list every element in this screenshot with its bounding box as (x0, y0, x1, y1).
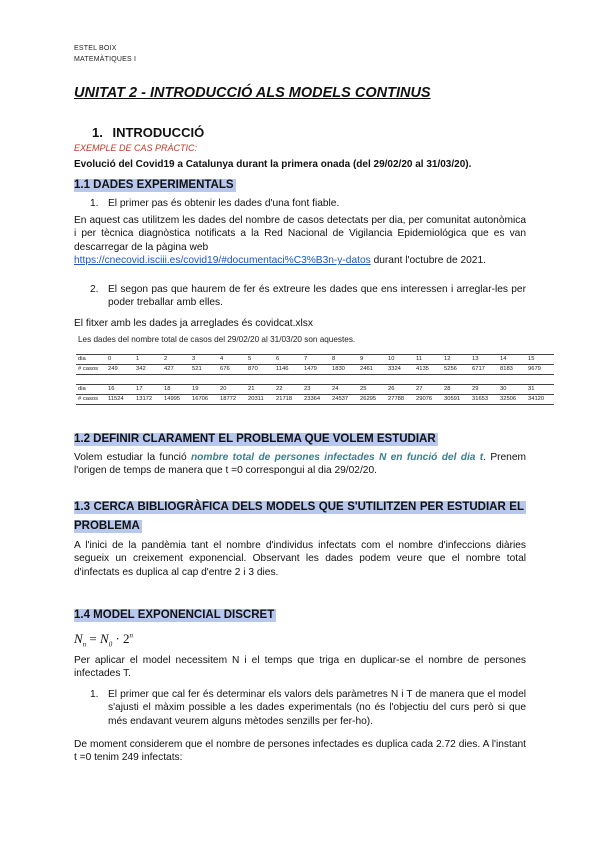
table-row-label: # casos (76, 395, 106, 405)
table-cell: 676 (218, 365, 246, 375)
exponential-formula (74, 630, 133, 650)
data-table-2 (76, 384, 554, 405)
table-cell: 1830 (330, 365, 358, 375)
table-cell: 11 (414, 355, 442, 365)
paragraph-bibliography: A l'inici de la pandèmia tant el nombre d'individus infectats com el nombre d'infeccions diàries segueix un creixement exponencial. Observant les dades podem veure que el nombre total d'infectats es duplica al cap d'entre 2 i 3 dies. (74, 540, 526, 578)
paragraph-text: . Prenem l'origen de temps de manera que t =0 correspongui al dia 29/02/20. (74, 452, 526, 477)
paragraph-text-end: durant l'octubre de 2021. (373, 255, 486, 267)
file-line: El fitxer amb les dades ja arreglades és covidcat.xlsx (74, 318, 313, 329)
table-cell: 32506 (498, 395, 526, 405)
highlighted-function: nombre total de persones infectades N en funció del dia t (190, 452, 484, 463)
paragraph-text: En aquest cas utilitzem les dades del nombre de casos detectats per dia, per comunitat autonòmica i per tècnica diagnòstica notificats a la Red Nacional de Vigilancia Epidemiológica que es van descarregar de la pàgina web (74, 215, 526, 253)
table-cell: 8183 (498, 365, 526, 375)
list-text: El primer pas és obtenir les dades d'una font fiable. (108, 198, 340, 209)
section-1-1-heading-text: 1.1 DADES EXPERIMENTALS (74, 179, 234, 191)
section-1-3-heading-line2 (74, 519, 142, 534)
table-cell: 27788 (386, 395, 414, 405)
table-row-dia (76, 385, 554, 395)
list-item (92, 197, 526, 210)
formula-subscript: 0 (108, 640, 113, 649)
paragraph-doubling: De moment considerem que el nombre de persones infectades es duplica cada 2.72 dies. A l'instant t =0 tenim 249 infectats: (74, 739, 526, 764)
table-cell: 18772 (218, 395, 246, 405)
table-cell: 20 (218, 385, 246, 395)
table-cell: 26295 (358, 395, 386, 405)
table-cell: 1479 (302, 365, 330, 375)
table-cell: 23 (302, 385, 330, 395)
table-cell: 27 (414, 385, 442, 395)
list-text: El segon pas que haurem de fer és extreure les dades que ens interessen i arreglar-les per poder treballar amb elles. (108, 284, 526, 309)
table-row-casos (76, 365, 554, 375)
table-cell: 16706 (190, 395, 218, 405)
formula-equals: = (89, 631, 97, 646)
table-cell: 2461 (358, 365, 386, 375)
section-1-2-heading-text: 1.2 DEFINIR CLARAMENT EL PROBLEMA QUE VOLEM ESTUDIAR (74, 433, 436, 445)
formula-symbol: N (74, 631, 83, 646)
formula-dot: · (115, 631, 120, 646)
table-cell: 4 (218, 355, 246, 365)
table-cell: 9679 (526, 365, 554, 375)
section-label: INTRODUCCIÓ (112, 125, 205, 140)
table-row-casos (76, 395, 554, 405)
table-cell: 870 (246, 365, 274, 375)
table-cell: 14995 (162, 395, 190, 405)
section-1-3-heading (74, 500, 526, 515)
table-cell: 2 (162, 355, 190, 365)
table-cell: 13172 (134, 395, 162, 405)
table-cell: 29076 (414, 395, 442, 405)
table-cell: 1146 (274, 365, 302, 375)
header-author: ESTEL BOIX (74, 45, 117, 52)
table-cell: 16 (106, 385, 134, 395)
section-introduccio-heading (92, 124, 204, 141)
paragraph-text: Volem estudiar la funció (74, 452, 187, 463)
table-cell: 6717 (470, 365, 498, 375)
table-cell: 9 (358, 355, 386, 365)
table-cell: 0 (106, 355, 134, 365)
table-cell: 23364 (302, 395, 330, 405)
table-cell: 5 (246, 355, 274, 365)
table-cell: 12 (442, 355, 470, 365)
list-number: 2. (90, 284, 99, 295)
data-table-1 (76, 354, 554, 375)
table-cell: 342 (134, 365, 162, 375)
paragraph-problem (74, 451, 526, 478)
table-cell: 15 (526, 355, 554, 365)
table-cell: 3324 (386, 365, 414, 375)
table-cell: 17 (134, 385, 162, 395)
table-cell: 427 (162, 365, 190, 375)
table-cell: 11524 (106, 395, 134, 405)
table-cell: 14 (498, 355, 526, 365)
table-caption: Les dades del nombre total de casos del 29/02/20 al 31/03/20 son aquestes. (78, 335, 356, 344)
section-number: 1. (92, 125, 103, 140)
paragraph-model: Per aplicar el model necessitem N i el temps que triga en duplicar-se el nombre de persones infectades T. (74, 655, 526, 680)
table-row-label: dia (76, 355, 106, 365)
formula-exponent: n (129, 631, 134, 640)
table-cell: 22 (274, 385, 302, 395)
list-item (92, 688, 526, 728)
section-1-4-heading (74, 608, 276, 623)
table-row-dia (76, 355, 554, 365)
table-cell: 18 (162, 385, 190, 395)
table-cell: 4135 (414, 365, 442, 375)
table-cell: 24 (330, 385, 358, 395)
page-title: UNITAT 2 - INTRODUCCIÓ ALS MODELS CONTINUS (74, 85, 431, 101)
example-title: Evolució del Covid19 a Catalunya durant la primera onada (del 29/02/20 al 31/03/20). (74, 159, 472, 170)
section-1-1-heading (74, 178, 236, 193)
formula-symbol: N (100, 631, 109, 646)
table-cell: 34120 (526, 395, 554, 405)
list-number: 1. (90, 689, 99, 700)
list-number: 1. (90, 198, 99, 209)
table-cell: 25 (358, 385, 386, 395)
section-1-3-heading-text-2: PROBLEMA (74, 520, 140, 532)
table-cell: 31653 (470, 395, 498, 405)
header-course: MATEMÀTIQUES I (74, 56, 137, 63)
formula-subscript: n (82, 640, 87, 649)
list-text: El primer que cal fer és determinar els valors dels paràmetres N i T de manera que el model s'ajusti el màxim possible a les dades experimentals (no és l'objectiu del curs però si que més endavant veurem alguns mètodes senzills per fer-ho). (108, 689, 526, 727)
table-cell: 28 (442, 385, 470, 395)
table-cell: 21 (246, 385, 274, 395)
table-cell: 31 (526, 385, 554, 395)
paragraph-data-source (74, 214, 526, 268)
table-cell: 521 (190, 365, 218, 375)
table-cell: 7 (302, 355, 330, 365)
list-item (92, 283, 526, 310)
table-cell: 26 (386, 385, 414, 395)
table-cell: 5256 (442, 365, 470, 375)
table-cell: 21718 (274, 395, 302, 405)
table-row-label: # casos (76, 365, 106, 375)
table-cell: 29 (470, 385, 498, 395)
section-1-3-heading-text-1: 1.3 CERCA BIBLIOGRÀFICA DELS MODELS QUE S'UTILITZEN PER ESTUDIAR EL (74, 501, 524, 513)
table-cell: 10 (386, 355, 414, 365)
table-cell: 30591 (442, 395, 470, 405)
table-cell: 3 (190, 355, 218, 365)
table-row-label: dia (76, 385, 106, 395)
section-1-4-heading-text: 1.4 MODEL EXPONENCIAL DISCRET (74, 609, 275, 621)
table-cell: 1 (134, 355, 162, 365)
table-cell: 8 (330, 355, 358, 365)
table-cell: 24537 (330, 395, 358, 405)
source-link[interactable]: https://cnecovid.isciii.es/covid19/#documentaci%C3%B3n-y-datos (74, 255, 371, 267)
section-1-2-heading (74, 432, 438, 447)
formula-base: 2 (123, 631, 130, 646)
table-cell: 249 (106, 365, 134, 375)
table-cell: 13 (470, 355, 498, 365)
table-cell: 20311 (246, 395, 274, 405)
table-cell: 6 (274, 355, 302, 365)
table-cell: 19 (190, 385, 218, 395)
example-label: EXEMPLE DE CAS PRÀCTIC: (74, 143, 198, 153)
table-cell: 30 (498, 385, 526, 395)
